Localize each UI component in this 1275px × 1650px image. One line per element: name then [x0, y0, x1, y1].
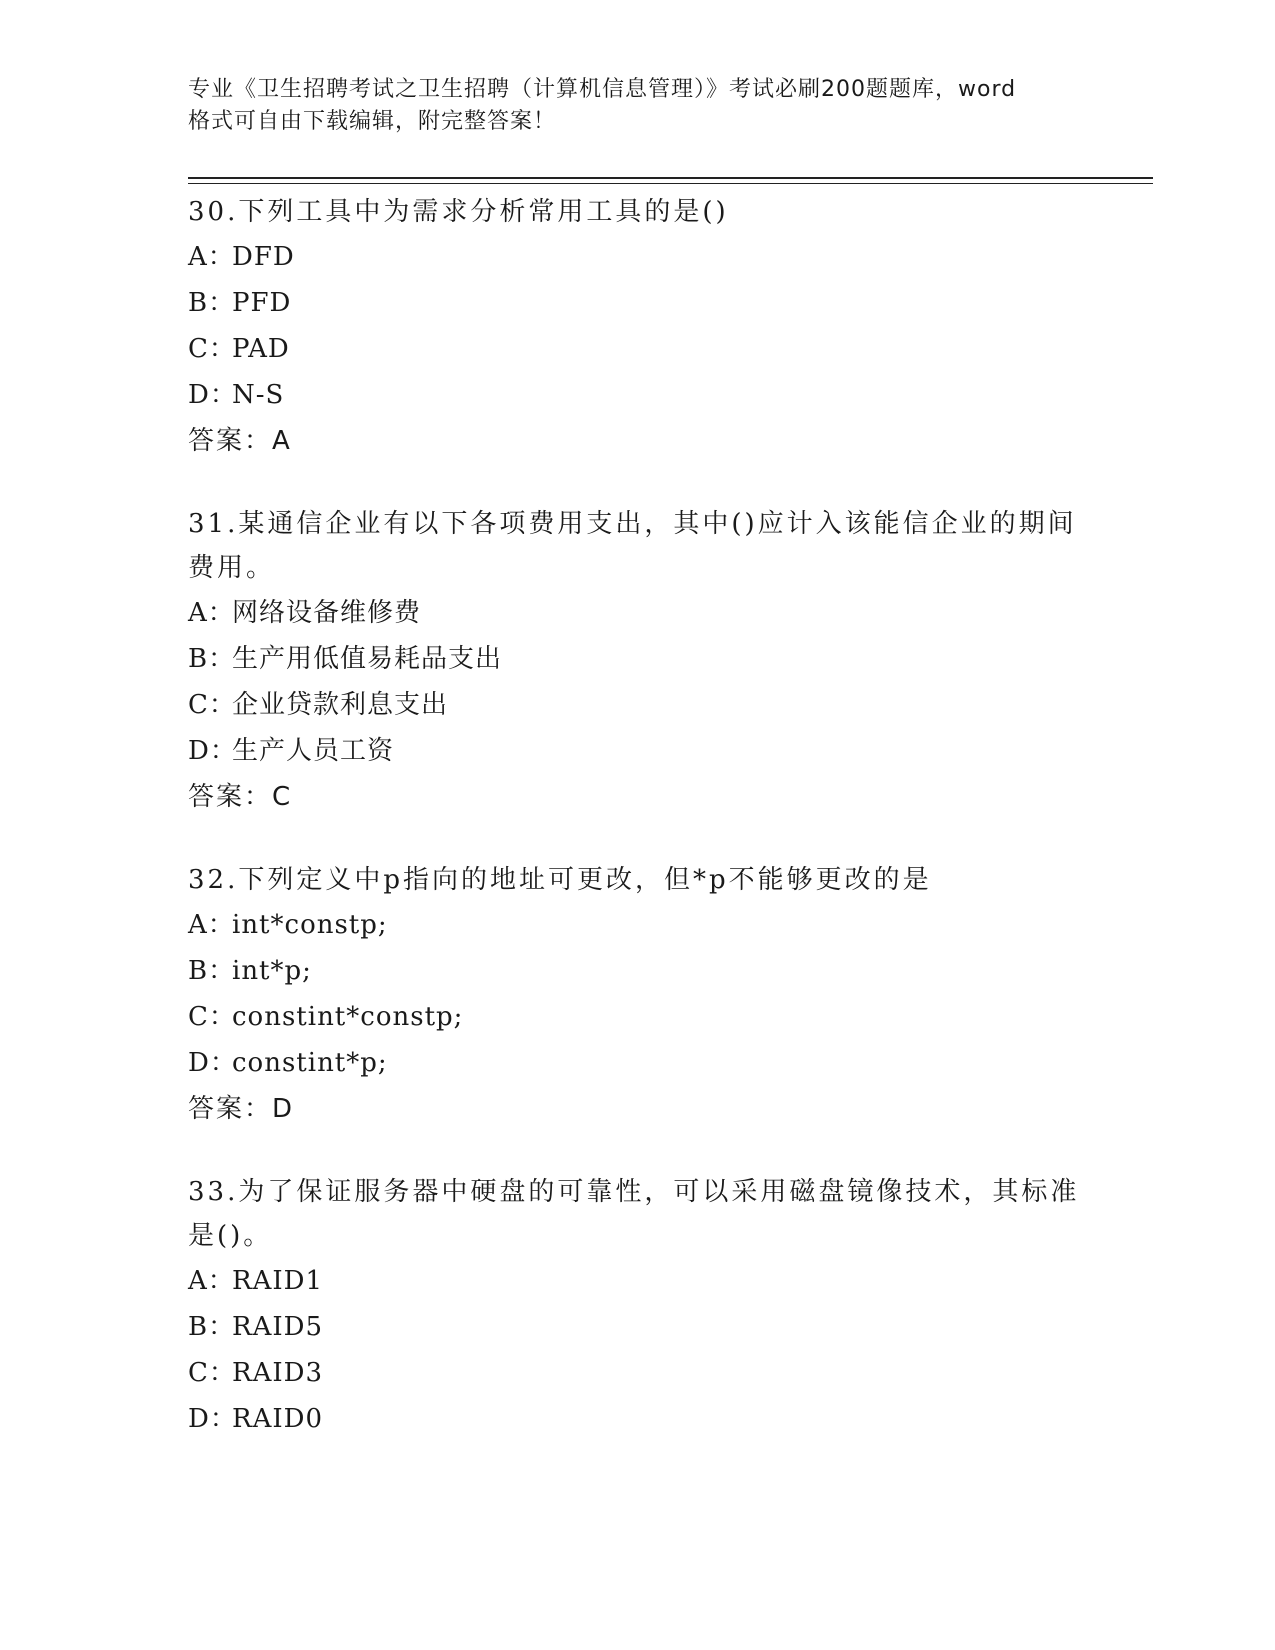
- option-text: RAID0: [232, 1404, 324, 1434]
- option-b: [188, 1304, 1088, 1350]
- option-c: [188, 1350, 1088, 1396]
- header-line-1: 专业《卫生招聘考试之卫生招聘（计算机信息管理）》考试必刷200题题库，word: [188, 77, 1017, 102]
- header-divider-thin: [188, 183, 1153, 184]
- option-text: int*p;: [232, 956, 312, 986]
- answer-label: 答案：A: [188, 426, 292, 456]
- document-header: [188, 74, 1088, 138]
- header-line-2: 格式可自由下载编辑，附完整答案！: [188, 109, 557, 134]
- question-text: 32.下列定义中p指向的地址可更改，但*p不能够更改的是: [188, 865, 932, 895]
- question-list: [188, 190, 1088, 1480]
- option-b: [188, 948, 1088, 994]
- question-33: [188, 1170, 1088, 1442]
- option-b: [188, 280, 1088, 326]
- option-a: [188, 590, 1088, 636]
- option-text: 生产用低值易耗品支出: [232, 644, 503, 674]
- option-letter: B：: [188, 956, 236, 986]
- option-text: N-S: [232, 380, 285, 410]
- option-c: [188, 326, 1088, 372]
- option-letter: B：: [188, 288, 236, 318]
- option-letter: C：: [188, 1002, 236, 1032]
- question-text: 33.为了保证服务器中硬盘的可靠性，可以采用磁盘镜像技术，其标准是()。: [188, 1177, 1080, 1251]
- option-letter: A：: [188, 910, 235, 940]
- option-text: RAID5: [232, 1312, 324, 1342]
- option-c: [188, 682, 1088, 728]
- option-letter: C：: [188, 334, 236, 364]
- question-text: 31.某通信企业有以下各项费用支出，其中()应计入该能信企业的期间费用。: [188, 509, 1077, 583]
- option-letter: C：: [188, 690, 236, 720]
- option-letter: D：: [188, 1048, 237, 1078]
- option-b: [188, 636, 1088, 682]
- header-divider-thick: [188, 177, 1153, 179]
- answer-label: 答案：D: [188, 1094, 295, 1124]
- option-letter: C：: [188, 1358, 236, 1388]
- option-text: PFD: [232, 288, 292, 318]
- option-letter: D：: [188, 736, 237, 766]
- option-letter: B：: [188, 644, 236, 674]
- option-d: [188, 728, 1088, 774]
- option-text: RAID3: [232, 1358, 324, 1388]
- option-a: [188, 1258, 1088, 1304]
- option-text: RAID1: [232, 1266, 324, 1296]
- option-d: [188, 372, 1088, 418]
- question-31: [188, 502, 1088, 820]
- option-letter: A：: [188, 598, 235, 628]
- question-32: [188, 858, 1088, 1132]
- option-d: [188, 1040, 1088, 1086]
- question-text: 30.下列工具中为需求分析常用工具的是(): [188, 197, 729, 227]
- option-text: constint*p;: [232, 1048, 388, 1078]
- option-text: 生产人员工资: [232, 736, 395, 766]
- option-text: DFD: [232, 242, 295, 272]
- option-text: 网络设备维修费: [232, 598, 422, 628]
- option-c: [188, 994, 1088, 1040]
- option-text: 企业贷款利息支出: [232, 690, 449, 720]
- option-a: [188, 902, 1088, 948]
- option-d: [188, 1396, 1088, 1442]
- option-text: PAD: [232, 334, 290, 364]
- option-letter: B：: [188, 1312, 236, 1342]
- option-letter: A：: [188, 1266, 235, 1296]
- question-30: [188, 190, 1088, 464]
- option-a: [188, 234, 1088, 280]
- option-letter: D：: [188, 380, 237, 410]
- option-letter: A：: [188, 242, 235, 272]
- option-text: int*constp;: [232, 910, 388, 940]
- option-letter: D：: [188, 1404, 237, 1434]
- answer-label: 答案：C: [188, 782, 293, 812]
- option-text: constint*constp;: [232, 1002, 464, 1032]
